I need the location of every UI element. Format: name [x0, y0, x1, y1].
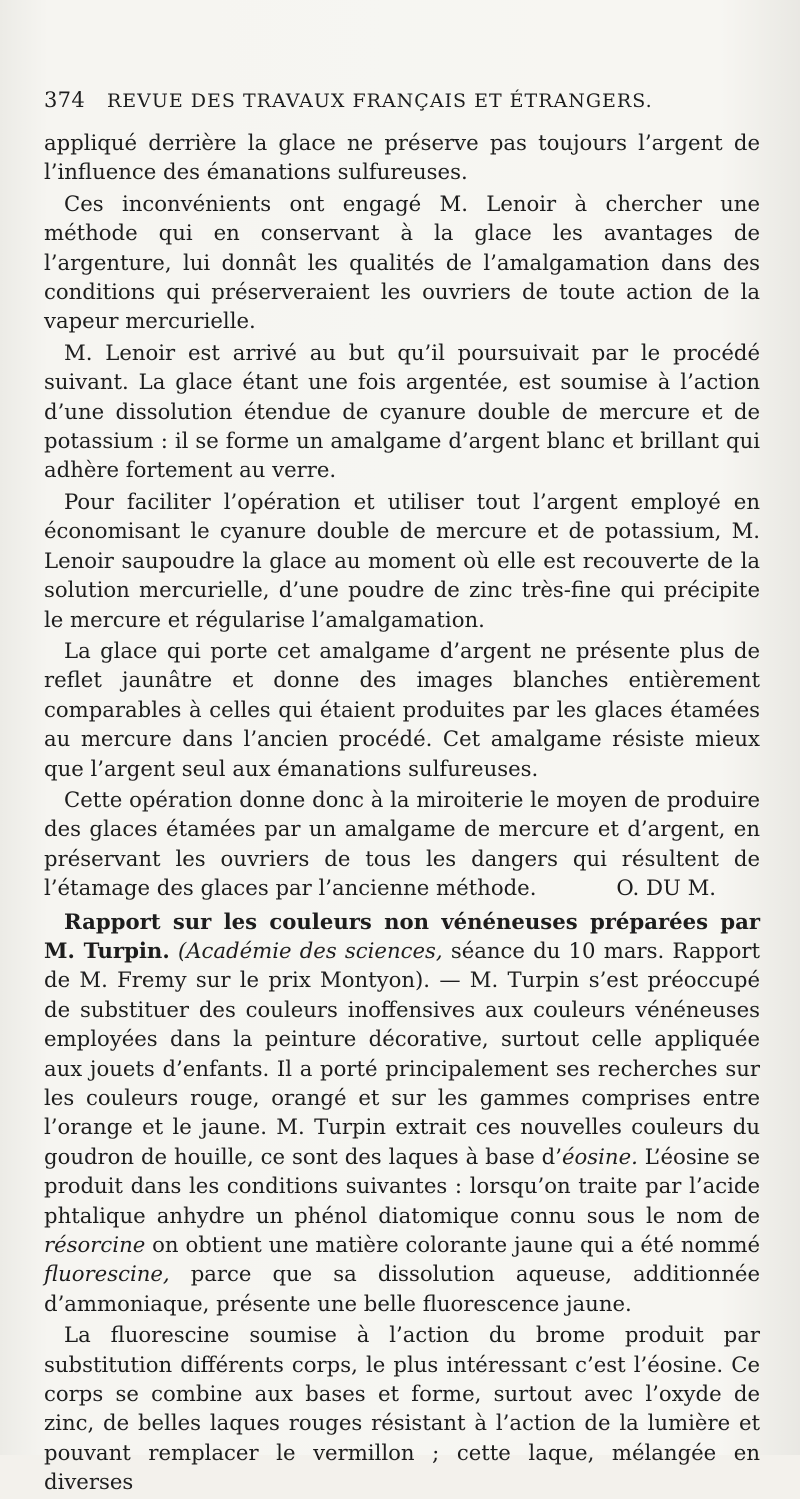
article-title: Rapport sur les couleurs non vénéneuses préparées par M. Turpin. — [44, 908, 760, 963]
paragraph-4: Pour faciliter l’opération et utiliser tout l’argent employé en économisant le cyanure double de mercure et de potassium, M. Lenoir saupoudre la glace au moment où elle est recouverte de la solution mercurielle, d’une poudre de zinc très-fine qui précipite le mercure et régularise l’amalgamation. — [44, 488, 760, 632]
paragraph-3: M. Lenoir est arrivé au but qu’il poursuivait par le procédé suivant. La glace étant une fois argentée, est soumise à l’action d’une dissolution étendue de cyanure double de mercure et de potassium : il se forme un amalgame d’argent blanc et brillant qui adhère fortement au verre. — [44, 339, 760, 483]
article-source: (Académie des sciences, — [177, 937, 443, 963]
paragraph-6-text: Cette opération donne donc à la miroiterie le moyen de produire des glaces étamées par un amalgame de mercure et d’argent, en préservant les ouvriers de tous les dangers qui résultent de l’étamage des glaces par l’ancienne méthode. — [44, 786, 760, 901]
paragraph-7 — [44, 907, 760, 1319]
paragraph-7-text-c: on obtient une matière colorante jaune qui a été nommé — [145, 1232, 760, 1258]
term-fluorescine: fluorescine, — [44, 1261, 170, 1287]
paragraph-8: La fluorescine soumise à l’action du brome produit par substitution différents corps, le plus intéressant c’est l’éosine. Ce corps se combine aux bases et forme, surtout avec l’oxyde de zinc, de belles laques rouges résistant à l’action de la lumière et pouvant remplacer le vermillon ; cette laque, mélangée en diverses — [44, 1322, 760, 1495]
author-signature: O. DU M. — [616, 875, 716, 901]
page-header — [44, 88, 760, 118]
paragraph-7-text-b: L’éosine se produit dans les conditions suivantes : lorsqu’on traite par l’acide phtalique anhydre un phénol diatomique connu sous le nom de — [44, 1143, 760, 1228]
paragraph-6 — [44, 785, 760, 903]
paragraph-1: appliqué derrière la glace ne préserve pas toujours l’argent de l’influence des émanations sulfureuses. — [44, 130, 760, 185]
term-eosine: éosine. — [561, 1143, 638, 1169]
paragraph-7-text-d: parce que sa dissolution aqueuse, additionnée d’ammoniaque, présente une belle fluorescence jaune. — [44, 1261, 760, 1316]
term-resorcine: résorcine — [44, 1232, 146, 1258]
body-text — [44, 128, 760, 1499]
paragraph-5: La glace qui porte cet amalgame d’argent ne présente plus de reflet jaunâtre et donne des images blanches entièrement comparables à celles qui étaient produites par les glaces étamées au mercure dans l’ancien procédé. Cet amalgame résiste mieux que l’argent seul aux émanations sulfureuses. — [44, 637, 760, 781]
paragraph-2: Ces inconvénients ont engagé M. Lenoir à chercher une méthode qui en conservant à la glace les avantages de l’argenture, lui donnât les qualités de l’amalgamation dans des conditions qui préserveraient les ouvriers de toute action de la vapeur mercurielle. — [44, 190, 760, 334]
page-number: 374 — [44, 88, 85, 112]
paragraph-7-text-a: séance du 10 mars. Rapport de M. Fremy sur le prix Montyon). — M. Turpin s’est préoccupé de substituer des couleurs inoffensives aux couleurs vénéneuses employées dans la peinture décorative, surtout celle appliquée aux jouets d’enfants. Il a porté principalement ses recherches sur les couleurs rouge, orangé et sur les gammes comprises entre l’orange et le jaune. M. Turpin extrait ces nouvelles couleurs du goudron de houille, ce sont des laques à base d’ — [44, 937, 760, 1169]
running-title: REVUE DES TRAVAUX FRANÇAIS ET ÉTRANGERS. — [106, 90, 653, 112]
